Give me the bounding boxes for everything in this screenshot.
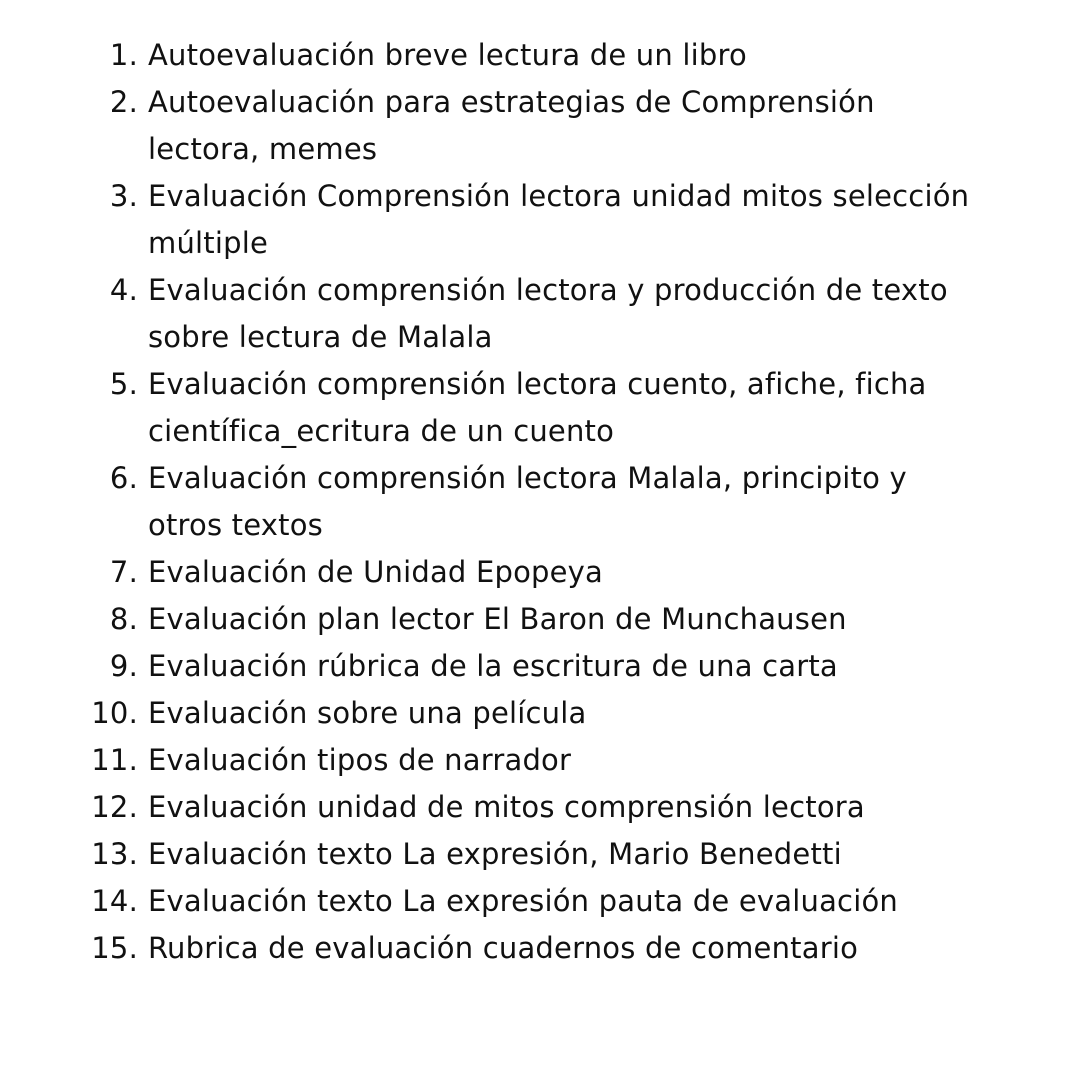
item-number: 6. [109,461,138,495]
item-number: 10. [91,696,138,730]
item-number: 1. [109,38,138,72]
list-item [80,831,1040,878]
item-number: 3. [109,179,138,213]
list-item [80,690,1040,737]
item-text: Evaluación de Unidad Epopeya [148,555,604,589]
item-number: 7. [109,555,138,589]
item-number: 4. [109,273,138,307]
item-number: 13. [91,837,138,871]
item-text: Rubrica de evaluación cuadernos de comentario [148,931,859,965]
item-text: Evaluación unidad de mitos comprensión lectora [148,790,865,824]
item-text: Evaluación tipos de narrador [148,743,572,777]
list-item [80,32,1040,79]
evaluation-list [80,32,1040,972]
item-number: 2. [109,85,138,119]
list-item [80,643,1040,690]
item-number: 14. [91,884,138,918]
item-number: 15. [91,931,138,965]
list-item [80,596,1040,643]
list-item [80,455,1040,549]
list-item [80,878,1040,925]
item-number: 5. [109,367,138,401]
item-number: 12. [91,790,138,824]
item-text: Evaluación rúbrica de la escritura de una carta [148,649,838,683]
list-item [80,79,1040,173]
item-text: Autoevaluación para estrategias de Comprensión lectora, memes [148,85,875,166]
list-item [80,549,1040,596]
item-number: 8. [109,602,138,636]
item-text: Evaluación comprensión lectora Malala, principito y otros textos [148,461,907,542]
item-text: Evaluación sobre una película [148,696,587,730]
list-item [80,925,1040,972]
list-item [80,173,1040,267]
item-text: Evaluación plan lector El Baron de Munchausen [148,602,847,636]
list-item [80,784,1040,831]
item-text: Evaluación texto La expresión, Mario Benedetti [148,837,842,871]
list-item [80,267,1040,361]
item-text: Evaluación comprensión lectora cuento, afiche, ficha científica_ecritura de un cuento [148,367,927,448]
list-item [80,361,1040,455]
list-item [80,737,1040,784]
item-number: 9. [109,649,138,683]
item-text: Evaluación comprensión lectora y producción de texto sobre lectura de Malala [148,273,948,354]
item-number: 11. [91,743,138,777]
item-text: Evaluación texto La expresión pauta de evaluación [148,884,898,918]
item-text: Autoevaluación breve lectura de un libro [148,38,747,72]
item-text: Evaluación Comprensión lectora unidad mitos selección múltiple [148,179,970,260]
